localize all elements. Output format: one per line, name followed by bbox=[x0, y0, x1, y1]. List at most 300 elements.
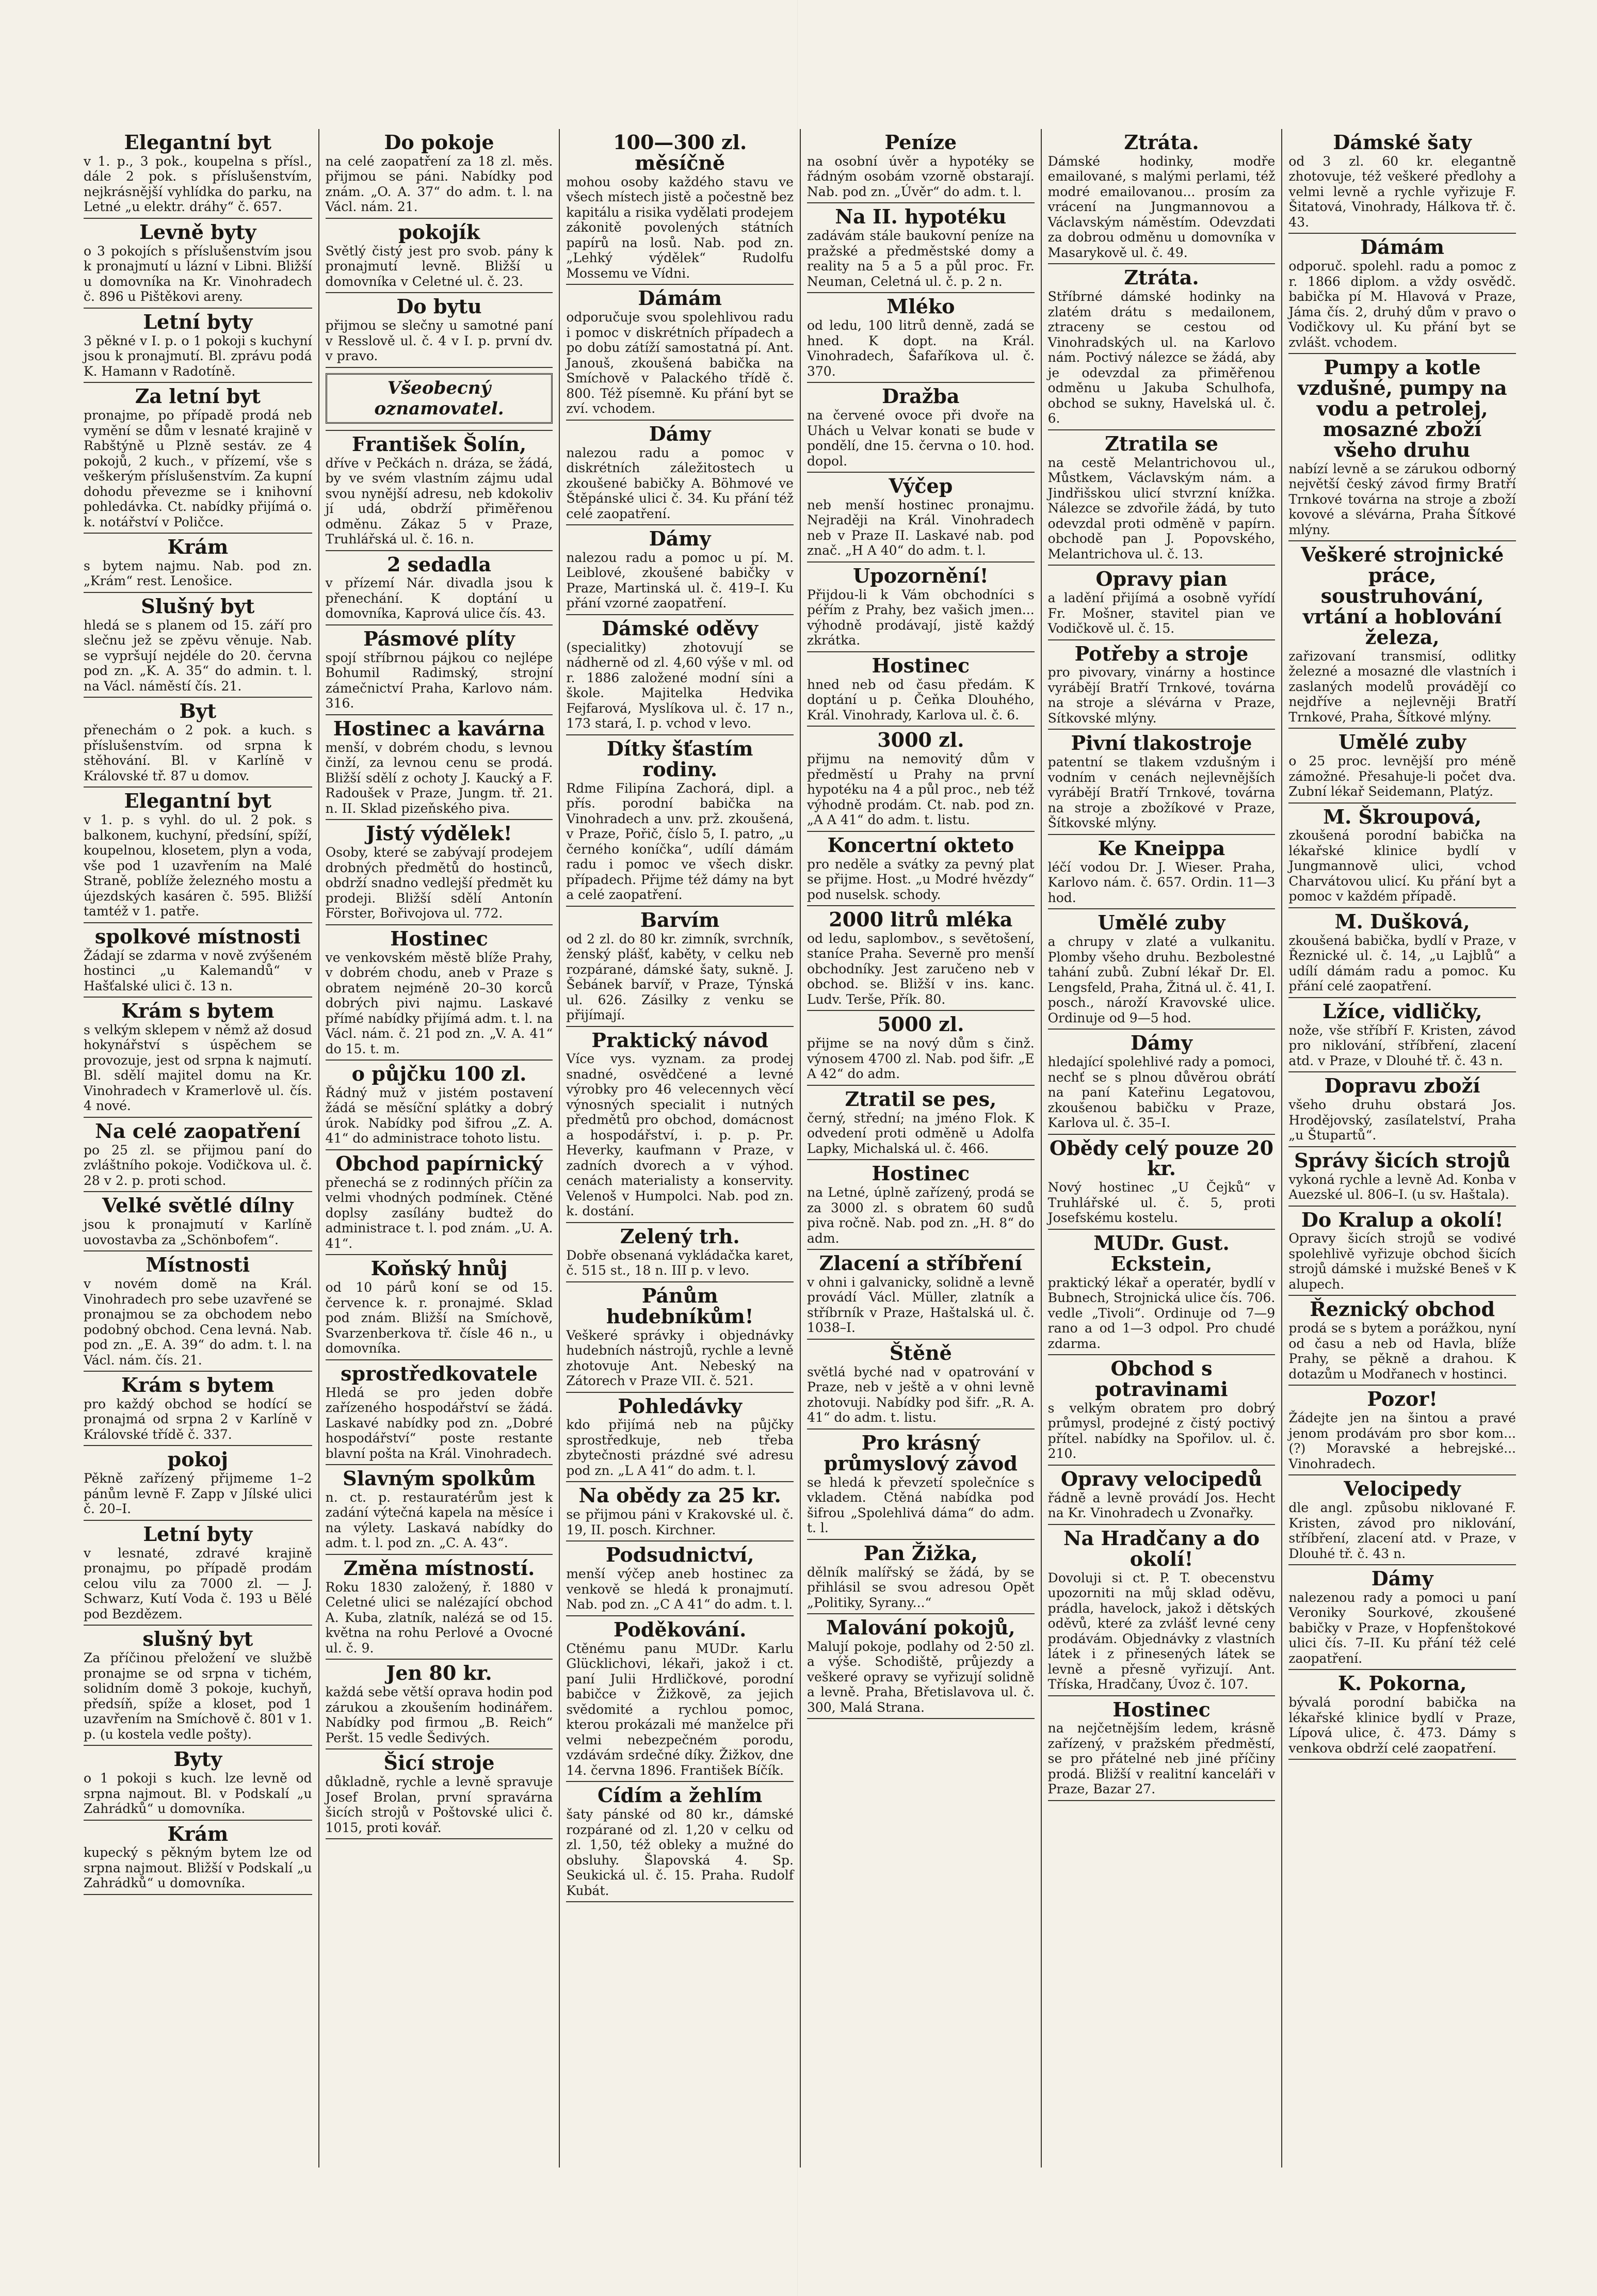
ad-text: Rdme Filipína Zachorá, dipl. a přís. porodní babička na Vinohradech a unv. prž. zkoušená, v Praze, Pořič, číslo 5, I. patro, „u černého koníčka“, udílí dámám radu i pomoc ve všech diskr. případech. Přijme též dámy na byt a celé zaopatření. bbox=[566, 780, 794, 903]
ad-heading: Byty bbox=[173, 1747, 222, 1771]
ad-heading: Na Hradčany a do okolí! bbox=[1063, 1526, 1260, 1570]
ad-heading: Pásmové plíty bbox=[363, 627, 515, 650]
ad-text: na cestě Melantrichovou ul., Můstkem, Václavským nám. a Jindřišskou ulicí stvrzní knížka. Nálezce se zdvořile žádá, by tuto odevzdal proti odměně v papírn. obchodě pan J. Popovského, Melantrichova ul. č. 13. bbox=[1047, 455, 1276, 561]
ad-heading: Upozornění! bbox=[853, 564, 989, 587]
ad-heading: Krám bbox=[167, 1822, 229, 1845]
classified-ad bbox=[1048, 129, 1276, 264]
ad-text: nalezou radu a pomoc u pí. M. Leiblové, zkoušené babičky v Praze, Martinská ul. č. 419–I. Ku přání vzorné zaopatření. bbox=[566, 550, 794, 611]
classified-ad bbox=[807, 1430, 1035, 1540]
ad-heading: Dámám bbox=[638, 286, 722, 310]
classified-ad bbox=[84, 129, 312, 219]
classified-ad bbox=[1288, 1147, 1516, 1207]
ad-heading: Ke Kneippa bbox=[1098, 836, 1225, 860]
ad-text: nože, vše stříbří F. Kristen, závod pro niklování, stříbření, zlacení atd. v Praze, v Dlouhé tř. č. 43 n. bbox=[1288, 1022, 1516, 1068]
ad-heading: Správy šicích strojů bbox=[1294, 1148, 1511, 1172]
ad-text: Veškeré správky i objednávky hudebních nástrojů, rychle a levně zhotovuje Ant. Nebeský na Zátorech v Praze VII. č. 521. bbox=[566, 1327, 794, 1389]
ad-heading: Slušný byt bbox=[141, 594, 255, 618]
classified-ad bbox=[1048, 566, 1276, 640]
classified-ad bbox=[566, 1482, 794, 1542]
ad-heading: M. Škroupová, bbox=[1323, 805, 1482, 828]
classified-ad bbox=[807, 727, 1035, 831]
ad-text: a ladění přijímá a osobně vyřídí Fr. Mošner, stavitel pian ve Vodičkově ul. č. 15. bbox=[1047, 590, 1276, 636]
classified-ad bbox=[1288, 541, 1516, 729]
ad-heading: Krám s bytem bbox=[121, 999, 275, 1023]
classified-column bbox=[559, 129, 800, 2167]
ad-heading: Barvím bbox=[640, 908, 720, 932]
classified-ad bbox=[1048, 1355, 1276, 1466]
ad-heading: Hostinec bbox=[872, 653, 970, 677]
ad-heading: Výčep bbox=[889, 474, 953, 498]
ad-text: kupecký s pěkným bytem lze od srpna najmout. Bližší v Podskalí „u Zahrádků“ u domovníka. bbox=[84, 1845, 312, 1891]
classified-column bbox=[1281, 129, 1522, 2167]
classified-ad bbox=[326, 1660, 553, 1749]
classified-ad bbox=[326, 925, 553, 1061]
classified-ad bbox=[1288, 998, 1516, 1072]
classified-ad bbox=[326, 715, 553, 820]
ad-text: zkoušená porodní babička na lékařské klinice bydlí v Jungmannově ulici, vchod Charvátovou ulicí. Ku přání byt a pomoc v každém případě. bbox=[1288, 828, 1516, 904]
classified-ad bbox=[1288, 1207, 1516, 1296]
classified-ad bbox=[326, 1255, 553, 1360]
ad-heading: Pozor! bbox=[1367, 1387, 1438, 1411]
classified-ad bbox=[84, 1626, 312, 1746]
ad-text: s velkým sklepem v němž až dosud hokynářství s úspěchem se provozuje, jest od srpna k najmutí. Bl. sdělí majitel domu na Kr. Vinohradech v Kramerlově ul. čís. 4 nové. bbox=[84, 1022, 312, 1114]
classified-ad bbox=[1288, 1386, 1516, 1475]
classified-ad bbox=[807, 473, 1035, 563]
ad-text: prodá se s bytem a porážkou, nyní od času a neb od Havla, blíže Prahy, se pěkně a drahou. K dotazům u Modřanech v hostinci. bbox=[1288, 1321, 1516, 1382]
ad-heading: Pro krásný průmyslový závod bbox=[824, 1431, 1018, 1475]
classified-ad bbox=[807, 293, 1035, 383]
ad-text: přenechám o 2 pok. a kuch. s příslušenstvím. od srpna k stěhování. Bl. v Karlíně v Královské tř. 87 u domov. bbox=[84, 722, 312, 783]
ad-text: hledající spolehlivé rady a pomoci, nechť se s plnou důvěrou obrátí na paní Kateřinu Legatovou, zkoušenou babičku v Praze, Karlova ul. č. 35–I. bbox=[1047, 1054, 1276, 1131]
classified-ad bbox=[1288, 1475, 1516, 1565]
classified-ad bbox=[326, 1150, 553, 1255]
ad-text: Dobře obsenaná vykládačka karet, č. 515 st., 18 n. III p. v levo. bbox=[566, 1247, 794, 1278]
ad-heading: Opravy velocipedů bbox=[1060, 1467, 1263, 1490]
ad-text: a chrupy v zlaté a vulkanitu. Plomby všeho druhu. Bezbolestné tahání zubů. Zubní lékař Dr. El. Lengsfeld, Praha, Žitná ul. č. 41, I. posch., nároží Kravovské ulice. Ordinuje od 9—5 hod. bbox=[1047, 934, 1276, 1025]
classified-ad bbox=[1048, 1135, 1276, 1230]
classified-ad bbox=[84, 923, 312, 998]
ad-heading: o půjčku 100 zl. bbox=[351, 1062, 527, 1086]
ad-text: na celé zaopatření za 18 zl. měs. přijmou se páni. Nabídky pod znám. „O. A. 37“ do adm. t. l. na Václ. nám. 21. bbox=[325, 153, 553, 215]
ad-text: nalezou radu a pomoc v diskrétních záležitostech u zkoušené babičky A. Böhmové ve Štěpánské ulici č. 34. Ku přání též celé zaopatření. bbox=[566, 445, 794, 521]
classified-ad bbox=[566, 1282, 794, 1393]
classified-column bbox=[77, 129, 318, 2167]
classified-ad bbox=[84, 534, 312, 593]
classified-ad bbox=[1288, 804, 1516, 908]
ad-heading: Dámy bbox=[649, 422, 711, 445]
ad-heading: K. Pokorna, bbox=[1337, 1672, 1467, 1695]
ad-heading: spolkové místnosti bbox=[94, 924, 301, 948]
ad-text: Pěkně zařízený přijmeme 1–2 pánům levně F. Zapp v Jílské ulici č. 20–I. bbox=[84, 1471, 312, 1517]
classified-ad bbox=[566, 285, 794, 420]
ad-heading: Elegantní byt bbox=[124, 789, 272, 813]
classified-ad bbox=[1048, 1696, 1276, 1801]
ad-text: Více vys. vyznam. za prodej snadné, osvědčené a levné výrobky pro 46 velecennych věcí výnosných specialit i nutných předmětů pro obchod, domácnost a hospodářství, i. p. p. Pr. Heverky, kaufmann v Praze, v zadních dvorech a v výhod. cenách materialisty a konservity. Velenoš v Humpolci. Nab. pod zn. k. dostání. bbox=[566, 1051, 794, 1219]
classified-ad bbox=[1288, 1670, 1516, 1760]
ad-text: zařizovaní transmisí, odlitky železné a mosazné dle vlastních i zaslaných modelů provádějí co nejdříve a nejlevněji Bratří Trnkové, Praha, Šítkové mlýny. bbox=[1288, 648, 1516, 725]
ad-text: s velkým obratem pro dobrý průmysl, prodejné z čistý poctivý přítel. nabídky na Spořilov. ul. č. 210. bbox=[1047, 1400, 1276, 1462]
ad-heading: Lžíce, vidličky, bbox=[1322, 999, 1482, 1023]
classified-ad bbox=[566, 907, 794, 1027]
ad-text: léčí vodou Dr. J. Wieser. Praha, Karlovo nám. č. 657. Ordin. 11—3 hod. bbox=[1047, 859, 1276, 905]
ad-text: Osoby, které se zabývají prodejem drobných předmětů do hostinců, obdrží snadno vedlejší předmět ku prodeji. Bližší sdělí Antonín Förster, Bořivojova ul. 772. bbox=[325, 845, 553, 921]
classified-ad bbox=[1288, 1296, 1516, 1386]
ad-heading: Byt bbox=[179, 699, 217, 723]
ad-heading: Na II. hypotéku bbox=[835, 205, 1007, 229]
ad-heading: Veškeré strojnické práce, soustruhování, vrtání a hoblování železa, bbox=[1301, 543, 1504, 649]
ad-text: praktický lékař a operatér, bydlí v Bubnech, Strojnická ulice čís. 706. vedle „Tivoli“. Ordinuje od 7—9 rano a od 1—3 odpol. Pro chudé zdarma. bbox=[1047, 1275, 1276, 1351]
ad-heading: Ztratila se bbox=[1105, 431, 1218, 455]
ad-text: pro každý obchod se hodící se pronajmá od srpna 2 v Karlíně v Královské třídě č. 337. bbox=[84, 1396, 312, 1442]
ad-text: v ohni i galvanicky, solidně a levně provádí Václ. Müller, zlatník a stříbrník v Praze, Haštalská ul. č. 1038–I. bbox=[806, 1274, 1035, 1336]
ad-text: Dámské hodinky, modře emailované, s malými perlami, též modré emailovanou... prosím za vrácení na Jungmannovou a Václavským náměstím. Odevzdati za dobrou odměnu u domovníka v Masarykově ul. č. 49. bbox=[1047, 153, 1276, 260]
ad-heading: Dámské šaty bbox=[1333, 131, 1472, 154]
classified-ad bbox=[1288, 908, 1516, 998]
ad-text: Žádají se zdarma v nově zvýšeném hostinci „u Kalemandů“ v Hašťalské ulici č. 13 n. bbox=[84, 948, 312, 993]
classified-ad bbox=[84, 219, 312, 309]
classified-ad bbox=[326, 293, 553, 367]
ad-heading: Řeznický obchod bbox=[1310, 1297, 1495, 1321]
ad-text: odporuč. spolehl. radu a pomoc z r. 1866 diplom. a vždy osvědč. babička pí M. Hlavová v Praze, Jáma čís. 2, druhý dům v pravo o Vodičkovy ul. Ku přání byt se zvlášt. vchodem. bbox=[1288, 259, 1516, 350]
ad-text: o 1 pokoji s kuch. lze levně od srpna najmout. Bl. v Podskalí „u Zahrádků“ u domovníka. bbox=[84, 1771, 312, 1817]
classified-ad bbox=[807, 1340, 1035, 1430]
classified-ad bbox=[1288, 354, 1516, 541]
ad-text: Žádejte jen na šintou a pravé jenom prodávám pro sbor kom...(?) Moravské a hebrejské... Vinohradech. bbox=[1288, 1410, 1516, 1471]
ad-text: o 3 pokojích s příslušenstvím jsou k pronajmutí u lázní v Libni. Bližší u domovníka na Kr. Vinohradech č. 896 u Pištěkovi areny. bbox=[84, 243, 312, 304]
classified-ad bbox=[807, 203, 1035, 293]
classified-ad bbox=[326, 368, 553, 431]
ad-text: nalezenou rady a pomoci u paní Veroniky Sourkové, zkoušené babičky v Praze, v Hopfenštokové ulici čís. 7–II. Ku přání též celé zaopatření. bbox=[1288, 1589, 1516, 1666]
ad-text: se přijmou páni v Krakovské ul. č. 19, II. posch. Kirchner. bbox=[566, 1507, 794, 1537]
ad-heading: Pivní tlakostroje bbox=[1071, 731, 1252, 755]
ad-heading: Koncertní okteto bbox=[827, 833, 1014, 857]
classified-ad bbox=[1288, 129, 1516, 234]
classified-ad bbox=[1288, 1072, 1516, 1147]
ad-heading: Malování pokojů, bbox=[826, 1616, 1015, 1640]
ad-heading: Obchod papírnický bbox=[335, 1151, 543, 1175]
classified-ad bbox=[807, 1540, 1035, 1614]
ad-heading: Umělé zuby bbox=[1338, 730, 1466, 754]
classified-ad bbox=[566, 129, 794, 285]
ad-text: Za příčinou přeložení ve službě pronajme se od srpna v tichém, solidním domě 3 pokoje, kuchyň, předsíň, spíže a kloset, pod 1 uzavřením na Smíchově č. 801 v 1. p. (u kostela vedle pošty). bbox=[84, 1650, 312, 1742]
classified-ad bbox=[326, 1061, 553, 1150]
ad-text: hledá se s planem od 15. září pro slečnu jež se zpěvu věnuje. Nab. se vypršují nejdéle do 20. června pod zn. „K. A. 35“ do admin. t. l. na Václ. náměstí čís. 21. bbox=[84, 617, 312, 694]
ad-heading: 2000 litrů mléka bbox=[829, 908, 1013, 932]
ad-heading: 3000 zl. bbox=[877, 728, 964, 752]
classified-ad bbox=[1048, 835, 1276, 909]
ad-text: Ctěnému panu MUDr. Karlu Glücklichovi, lékaři, jakož i ct. paní Julii Hrdličkové, porodní babičce v Žižkově, za jejich svědomité a rychlou pomoc, kterou prokázali mé manželce při velmi nebezpečném porodu, vzdávám srdečné díky. Žižkov, dne 14. června 1896. František Bíčík. bbox=[566, 1641, 794, 1778]
ad-heading: M. Dušková, bbox=[1334, 909, 1470, 933]
ad-heading: Pan Žižka, bbox=[863, 1541, 978, 1565]
classified-ad bbox=[566, 1027, 794, 1223]
ad-heading: Koňský hnůj bbox=[370, 1257, 508, 1280]
classified-ad bbox=[326, 1360, 553, 1465]
ad-text: světlá byché nad v opatrování v Praze, neb v ještě a v ohni levně zhotovuji. Nabídky pod šifr. „R. A. 41“ do adm. t. listu. bbox=[806, 1364, 1035, 1425]
ad-text: v přízemí Nár. divadla jsou k přenechání. K doptání u domovníka, Kaprová ulice čís. 43. bbox=[325, 575, 553, 621]
ad-text: Řádný muž v jistém postavení žádá se měsíční splátky a dobrý úrok. Nabídky pod šifrou „Z. A. 41“ do administrace tohoto listu. bbox=[325, 1085, 553, 1146]
ad-heading: Hostinec bbox=[872, 1162, 970, 1185]
ad-heading: Opravy pian bbox=[1095, 567, 1228, 591]
classified-ad bbox=[84, 1192, 312, 1251]
ad-heading: Praktický návod bbox=[591, 1028, 768, 1052]
ad-heading: 5000 zl. bbox=[877, 1013, 964, 1036]
ad-text: na nejčetnějším ledem, krásně zařízený, v pražském předměstí, se pro přátelné neb jiné příčiny prodá. Bližší v realitní kanceláři v Praze, Bazar 27. bbox=[1047, 1721, 1276, 1797]
ad-heading: Ztráta. bbox=[1124, 131, 1199, 154]
classified-ad bbox=[326, 219, 553, 293]
ad-heading: Pohledávky bbox=[618, 1394, 743, 1418]
ad-heading: 100—300 zl. měsíčně bbox=[613, 131, 747, 174]
ad-text: Hledá se pro jeden dobře zařízeného hospodářství se žádá. Laskavé nabídky pod zn. „Dobré hospodářství“ poste restante blavní pošta na Král. Vinohradech. bbox=[325, 1385, 553, 1461]
ad-heading: 2 sedadla bbox=[386, 552, 492, 576]
ad-text: od ledu, saplombov., s sevětošení, staníce Praha. Severně pro menší obchodníky. Jest zaručeno neb v obchod. se. Bližší v ins. kanc. Ludv. Terše, Přík. 80. bbox=[806, 930, 1035, 1007]
classified-ad bbox=[326, 551, 553, 625]
ad-heading: Změna místností. bbox=[343, 1556, 535, 1580]
ad-heading: Hostinec a kavárna bbox=[333, 716, 545, 740]
ad-text: pro pivovary, vinárny a hostince vyrábějí Bratří Trnkové, továrna na stroje a slévárna v Praze, Sítkovské mlýny. bbox=[1047, 665, 1276, 726]
classified-ad bbox=[84, 593, 312, 698]
ad-heading: Dámám bbox=[1360, 235, 1444, 259]
classified-ad bbox=[807, 383, 1035, 473]
ad-text: Roku 1830 založený, ř. 1880 v Celetné ulici se nalézající obchod A. Kuba, zlatník, nalézá se od 15. května na rohu Perlové a Ovocné ul. č. 9. bbox=[325, 1579, 553, 1656]
classified-ad bbox=[1048, 264, 1276, 430]
ad-heading: Ztratil se pes, bbox=[845, 1087, 997, 1111]
classified-column bbox=[1041, 129, 1282, 2167]
classified-ad bbox=[1288, 234, 1516, 354]
classified-ad bbox=[1048, 730, 1276, 834]
ad-text: dříve v Pečkách n. dráza, se žádá, by ve svém vlastním zájmu udal svou nynější adresu, neb kdokoliv jí udá, obdrží přiměřenou odměnu. Zákaz 5 v Praze, Truhlářská ul. č. 16. n. bbox=[325, 455, 553, 547]
ad-heading: Podsudnictví, bbox=[605, 1543, 754, 1567]
classified-ad bbox=[807, 1160, 1035, 1250]
classified-ad bbox=[326, 1749, 553, 1839]
ad-text: Světlý čistý jest pro svob. pány k pronajmutí levně. Bližší u domovníka v Celetné ul. č. 23. bbox=[325, 243, 553, 289]
ad-heading: František Šolín, bbox=[351, 432, 527, 456]
ad-text: řádně a levně provádí Jos. Hecht na Kr. Vinohradech u Zvonařky. bbox=[1047, 1490, 1276, 1521]
classified-ad bbox=[566, 735, 794, 907]
ad-text: s bytem najmu. Nab. pod zn. „Krám“ rest. Lenošice. bbox=[84, 558, 312, 589]
ad-heading: Levně byty bbox=[139, 220, 256, 244]
ad-heading: Hostinec bbox=[390, 926, 488, 950]
ad-heading: Místnosti bbox=[146, 1253, 250, 1277]
classified-ad bbox=[1048, 1525, 1276, 1696]
classified-ad bbox=[1048, 909, 1276, 1030]
ad-heading: Cídím a žehlím bbox=[597, 1784, 763, 1807]
ad-text: neb menší hostinec pronajmu. Nejraději na Král. Vinohradech neb v Praze II. Laskavé nab. pod znač. „H A 40“ do adm. t. l. bbox=[806, 497, 1035, 558]
ad-heading: Velké světlé dílny bbox=[102, 1194, 294, 1217]
classified-ad bbox=[1288, 1565, 1516, 1670]
ad-text: menší výčep aneb hostinec za venkově se hledá k pronajmutí. Nab. pod zn. „C A 41“ do adm. t. l. bbox=[566, 1566, 794, 1612]
classified-ad bbox=[807, 652, 1035, 727]
ad-heading: Všeobecný oznamovatel. bbox=[326, 373, 553, 424]
classified-ad bbox=[566, 615, 794, 735]
ad-text: od 2 zl. do 80 kr. zimník, svrchník, ženský plášť, kaběty, v celku neb rozpárané, dámské šaty, sukně. J. Šebánek barvíř, v Praze, Týnská ul. 626. Zásilky z venku se přijímají. bbox=[566, 931, 794, 1023]
ad-text: patentní se tlakem vzdušným i vodním v cenách nejlevnějších vyrábějí Bratří Trnkové, továrna na stroje a zbožíkové v Praze, Šítkovské mlýny. bbox=[1047, 754, 1276, 831]
classified-ad bbox=[326, 431, 553, 551]
classified-ad bbox=[326, 820, 553, 925]
ad-heading: pokojík bbox=[398, 220, 480, 244]
ad-heading: Dítky šťastím rodiny. bbox=[606, 736, 753, 781]
ad-text: přijmu na nemovitý dům v předměstí u Prahy na první hypotéku na 4 a půl proc., neb též výhodně prodám. Ct. nab. pod zn. „A A 41“ do adm. t. listu. bbox=[806, 751, 1035, 828]
ad-text: kdo přijímá neb na půjčky sprostředkuje, neb třeba zbytečnosti prázdné své adresu pod zn. „L A 41“ do adm. t. l. bbox=[566, 1417, 794, 1478]
ad-heading: Pánům hudebníkům! bbox=[606, 1283, 754, 1328]
ad-heading: Poděkování. bbox=[613, 1617, 747, 1641]
ad-text: nabízí levně a se zárukou odborný největší český závod firmy Bratří Trnkové továrna na stroje a zboží kovové a slévárna, Praha Šítkové mlýny. bbox=[1288, 461, 1516, 537]
ad-heading: Jistý výdělek! bbox=[366, 822, 512, 845]
classified-ad bbox=[326, 129, 553, 219]
ad-text: o 25 proc. levnější pro méně zámožné. Přesahuje-li počet dva. Zubní lékař Seidemann, Platýz. bbox=[1288, 753, 1516, 799]
classified-ad bbox=[807, 1250, 1035, 1340]
ad-text: od 3 zl. 60 kr. elegantně zhotovuje, též veškeré předlohy a velmi levně a rychle vyřizuje F. Šitatová, Vinohrady, Hálkova tř. č. 43. bbox=[1288, 153, 1516, 230]
ad-text: na osobní úvěr a hypotéky se řádným osobám vzorně obstarají. Nab. pod zn. „Úvěr“ do adm. t. l. bbox=[806, 153, 1035, 199]
classified-ad bbox=[566, 1542, 794, 1616]
ad-text: v 1. p. s vyhl. do ul. 2 pok. s balkonem, kuchyní, předsíní, spíží, koupelnou, klosetem, plyn a voda, vše pod 1 uzavřením na Malé Straně, poblíže železného mostu a újezdských kasáren č. 595. Bližší tamtéž v 1. patře. bbox=[84, 812, 312, 919]
ad-text: n. ct. p. restauratérům jest k zadání výtečná kapela na měsíce i na výlety. Laskavá nabídky do adm. t. l. pod zn. „C. A. 43“. bbox=[325, 1489, 553, 1551]
ad-text: zadávám stále baukovní peníze na pražské a předměstské domy a reality na 5 a 5 a půl proc. Fr. Neuman, Celetná ul. č. p. 2 n. bbox=[806, 228, 1035, 289]
ad-heading: Do Kralup a okolí! bbox=[1301, 1208, 1504, 1231]
ad-heading: Do pokoje bbox=[384, 131, 494, 154]
ad-text: (specialitky) zhotovují se nádherně od zl. 4,60 výše v ml. od r. 1886 založené modní síni a škole. Majitelka Hedvika Fejfarová, Myslíkova ul. č. 17 n., 173 stará, I. p. vchod v levo. bbox=[566, 639, 794, 731]
ad-text: od ledu, 100 litrů denně, zadá se hned. K dopt. na Král. Vinohradech, Šafaříkova ul. č. 370. bbox=[806, 318, 1035, 379]
ad-text: vykoná rychle a levně Ad. Konba v Auezské ul. 806–I. (u sv. Haštala). bbox=[1288, 1171, 1516, 1202]
ad-heading: Pumpy a kotle vzdušné, pumpy na vodu a petrolej, mosazné zboží všeho druhu bbox=[1297, 356, 1507, 461]
classified-ad bbox=[84, 383, 312, 534]
ad-text: bývalá porodní babička na lékařské klinice bydlí v Praze, Lípová ulice, č. 473. Dámy s venkova obdrží celé zaopatření. bbox=[1288, 1695, 1516, 1756]
classified-ad bbox=[566, 421, 794, 525]
ad-text: všeho druhu obstará Jos. Hrodějovský, zasílatelství, Praha „u Štupartů“. bbox=[1288, 1097, 1516, 1143]
ad-heading: Umělé zuby bbox=[1098, 911, 1225, 935]
ad-text: přijmou se slečny u samotné paní v Resslově ul. č. 4 v I. p. první dv. v pravo. bbox=[325, 318, 553, 364]
classified-ad bbox=[807, 1086, 1035, 1160]
classified-ad bbox=[84, 1118, 312, 1192]
ad-text: hned neb od času předám. K doptání u p. Čeňka Dlouhého, Král. Vinohrady, Karlova ul. č. 6. bbox=[806, 677, 1035, 722]
ad-heading: Letní byty bbox=[143, 310, 253, 333]
ad-heading: Zlacení a stříbření bbox=[819, 1251, 1023, 1275]
ad-heading: Dámy bbox=[1371, 1567, 1433, 1591]
classified-ad bbox=[84, 1521, 312, 1626]
classified-ad bbox=[807, 1614, 1035, 1719]
ad-text: dle angl. způsobu niklované F. Kristen, závod pro niklování, stříbření, zlacení atd. v Praze, v Dlouhé tř. č. 43 n. bbox=[1288, 1500, 1516, 1561]
ad-heading: Jen 80 kr. bbox=[386, 1661, 492, 1685]
classified-ad bbox=[84, 1372, 312, 1446]
ad-heading: Za letní byt bbox=[135, 384, 261, 408]
ad-text: Přijdou-li k Vám obchodníci s péřím z Prahy, bez vašich jmen... výhodně prodávají, jistě každý zkrátka. bbox=[806, 587, 1035, 648]
classified-ad bbox=[1048, 1030, 1276, 1134]
ad-text: důkladně, rychle a levně spravuje Josef Brolan, první spravárna šicích strojů v Poštovské ulici č. 1015, proti kovář. bbox=[325, 1774, 553, 1835]
ad-text: od 10 párů koní se od 15. července k. r. pronajmé. Sklad pod znám. Bližší na Smíchově, Svarzenberkova tř. čísle 46 n., u domovníka. bbox=[325, 1280, 553, 1356]
classified-ad bbox=[566, 1223, 794, 1282]
classified-column bbox=[800, 129, 1041, 2167]
classified-ad bbox=[326, 1465, 553, 1555]
ad-text: jsou k pronajmutí v Karlíně uovostavba za „Schönbofem“. bbox=[84, 1217, 312, 1247]
classified-ad bbox=[807, 563, 1035, 652]
classified-ad bbox=[807, 906, 1035, 1011]
ad-heading: Na celé zaopatření bbox=[95, 1119, 301, 1143]
ad-text: Opravy šicích strojů se vodivé spolehlivě vyřizuje obchod šicích strojů dámské i mužské Beneš v K alupech. bbox=[1288, 1231, 1516, 1292]
classified-ad bbox=[566, 525, 794, 615]
classified-ad bbox=[1048, 1230, 1276, 1355]
ad-text: ve venkovském městě blíže Prahy, v dobrém chodu, aneb v Praze s obratem nejméně 20–30 korců dobrých pivi najmu. Laskavé přímé nabídky přijímá adm. t. l. na Václ. nám. č. 21 pod zn. „V. A. 41“ do 15. t. m. bbox=[325, 950, 553, 1056]
ad-heading: Velocipedy bbox=[1344, 1477, 1461, 1501]
ad-heading: Obědy celý pouze 20 kr. bbox=[1049, 1136, 1274, 1180]
ad-text: dělník malířský se žádá, by se přihlásil se svou adresou Opět „Politiky, Syrany...“ bbox=[806, 1564, 1035, 1610]
ad-text: šaty pánské od 80 kr., dámské rozpárané od zl. 1,20 v celku od zl. 1,50, též obleky a mužné do obsluhy. Šlapovská 4. Sp. Seukická ul. č. 15. Praha. Rudolf Kubát. bbox=[566, 1807, 794, 1898]
ad-heading: Do bytu bbox=[396, 295, 482, 318]
ad-heading: Zelený trh. bbox=[620, 1224, 740, 1248]
classified-ad bbox=[807, 832, 1035, 906]
ad-text: odporučuje svou spolehlivou radu i pomoc v diskrétních případech a po dobu zátíží samostatná pí. Ant. Janouš, zkoušená babička na Smíchově v Palackého třídě č. 800. Též písemně. Ku přání byt se zví. vchodem. bbox=[566, 310, 794, 416]
ad-heading: Hostinec bbox=[1112, 1697, 1211, 1721]
ad-text: na Letné, úplně zařízený, prodá se za 3000 zl. s obratem 60 sudů piva ročně. Nab. pod zn. „H. 8“ do adm. bbox=[806, 1185, 1035, 1246]
classified-ad bbox=[566, 1782, 794, 1902]
ad-heading: Krám bbox=[167, 535, 229, 559]
classified-ad bbox=[566, 1616, 794, 1782]
classified-ad bbox=[807, 1011, 1035, 1085]
ad-text: spojí stříbrnou pájkou co nejlépe Bohumil Radimský, strojní zámečnictví Praha, Karlovo nám. 316. bbox=[325, 650, 553, 711]
ad-text: menší, v dobrém chodu, s levnou činží, za levnou cenu se prodá. Bližší sdělí z ochoty J. Kaucký a F. Radoušek v Praze, Jungm. tř. 21. n. II. Sklad pizeňského piva. bbox=[325, 740, 553, 816]
ad-text: zkoušená babička, bydlí v Praze, v Řeznické ul. č. 14, „u Lajblů“ a udílí dámám radu a pomoc. Ku přání celé zaopatření. bbox=[1288, 933, 1516, 994]
ad-text: pronajme, po případě prodá neb vymění se dům v lesnaté krajině v Rabštýně u Plzně sestáv. ze 4 pokojů, 2 kuch., v přízemí, vše s veškerým příslušenstvím. Za kupní dohodu převezme se i knihovní pohledávka. Ct. nabídky přijímá o. k. notářství v Poličce. bbox=[84, 408, 312, 529]
ad-text: každá sebe větší oprava hodin pod zárukou a zkoušením hodinářem. Nabídky pod firmou „B. Reich“ Peršt. 15 vedle Šedivých. bbox=[325, 1684, 553, 1745]
classified-ad bbox=[84, 998, 312, 1118]
classified-ad bbox=[84, 698, 312, 788]
classified-ad bbox=[1048, 1466, 1276, 1525]
classified-ad bbox=[84, 1251, 312, 1372]
ad-heading: Na obědy za 25 kr. bbox=[578, 1484, 781, 1507]
ad-heading: sprostředkovatele bbox=[341, 1361, 538, 1385]
classified-ad bbox=[1288, 729, 1516, 803]
ad-heading: Peníze bbox=[884, 131, 957, 154]
ad-heading: Krám s bytem bbox=[121, 1373, 275, 1397]
ad-heading: pokoj bbox=[167, 1448, 228, 1471]
ad-heading: Dámské oděvy bbox=[602, 616, 759, 640]
ad-text: po 25 zl. se přijmou paní do zvláštního pokoje. Vodičkova ul. č. 28 v 2. p. proti schod. bbox=[84, 1142, 312, 1188]
ad-text: se hledá k převzetí společníce s vkladem. Ctěná nabídka pod šifrou „Spolehlivá dáma“ do adm. t. l. bbox=[806, 1474, 1035, 1536]
ad-text: Nový hostinec „U Čejků“ v Truhlářské ul. č. 5, proti Josefskému kostelu. bbox=[1047, 1180, 1276, 1226]
ad-text: v lesnaté, zdravé krajině pronajmu, po případě prodám celou vilu za 7000 zl. — J. Schwarz, Kutí Voda č. 193 u Bělé pod Bezdězem. bbox=[84, 1545, 312, 1621]
ad-heading: Slavným spolkům bbox=[343, 1467, 536, 1490]
classified-ad bbox=[1048, 640, 1276, 730]
ad-text: na červené ovoce při dvoře na Uhách u Velvar konati se bude v pondělí, dne 15. června o 10. hod. dopol. bbox=[806, 408, 1035, 469]
classified-ad bbox=[807, 129, 1035, 203]
ad-heading: Ztráta. bbox=[1124, 266, 1199, 290]
ad-text: přenechá se z rodinných příčin za velmi vhodných podmínek. Ctěné doplsy zasílány budtež do administrace t. l. pod znám. „U. A. 41“. bbox=[325, 1175, 553, 1251]
ad-heading: Dámy bbox=[1131, 1031, 1192, 1055]
ad-heading: Dražba bbox=[882, 384, 960, 408]
ad-heading: Letní byty bbox=[143, 1522, 253, 1546]
ad-text: v 1. p., 3 pok., koupelna s přísl., dále 2 pok. s příslušenstvím, nejkrásnější vyhlídka do parku, na Letné „u elektr. dráhy“ č. 657. bbox=[84, 153, 312, 215]
ad-text: Stříbrné dámské hodinky na zlatém drátu s medailonem, ztraceny se cestou od Vinohradských ul. na Karlovo nám. Poctivý nálezce se žádá, aby je odevzdal za přiměřenou odměnu u Jakuba Schulhofa, obchod se sukny, Havelská ul. č. 6. bbox=[1047, 289, 1276, 426]
ad-text: mohou osoby každého stavu ve všech místech jistě a počestně bez kapitálu a risika vydělati prodejem zákonitě povolených státních papírů na losů. Nab. pod zn. „Lehký výdělek“ Rudolfu Mossemu ve Vídni. bbox=[566, 174, 794, 281]
ad-heading: Potřeby a stroje bbox=[1074, 641, 1249, 665]
classified-ad bbox=[84, 1821, 312, 1895]
ad-heading: Dopravu zboží bbox=[1324, 1074, 1480, 1098]
classified-ad bbox=[1048, 430, 1276, 566]
ad-text: přijme se na nový dům s činž. výnosem 4700 zl. Nab. pod šifr. „E A 42“ do adm. bbox=[806, 1036, 1035, 1082]
ad-text: černý, střední; na jméno Flok. K odvedení proti odměně u Adolfa Lapky, Michalská ul. č. 466. bbox=[806, 1110, 1035, 1156]
ad-text: Malují pokoje, podlahy od 2·50 zl. a výše. Schodiště, průjezdy a veškeré opravy se vyřizují solidně a levně. Praha, Břetislavova ul. č. 300, Malá Strana. bbox=[806, 1639, 1035, 1715]
ad-text: Dovoluji si ct. P. T. obecenstvu upozorniti na můj sklad oděvu, prádla, havelock, jakož i dětských oděvů, které za zvlášť levné ceny prodávám. Objednávky z vlastních látek i z přinesených látek se levně a přesně vyřizují. Ant. Tříska, Hradčany, Úvoz č. 107. bbox=[1047, 1570, 1276, 1692]
ad-text: v novém domě na Král. Vinohradech pro sebe uzavřené se pronajmou se za obchodem nebo podobný obchod. Cena levná. Nab. pod zn. „E. A. 39“ do adm. t. l. na Václ. nám. čís. 21. bbox=[84, 1276, 312, 1368]
ad-heading: Elegantní byt bbox=[124, 131, 272, 154]
classified-ad bbox=[84, 1746, 312, 1820]
classified-ad bbox=[326, 1555, 553, 1660]
newspaper-page bbox=[77, 129, 1522, 2167]
classified-ad bbox=[326, 625, 553, 715]
classified-column bbox=[318, 129, 559, 2167]
classified-ad bbox=[566, 1393, 794, 1483]
classified-ad bbox=[84, 1446, 312, 1520]
ad-heading: MUDr. Gust. Eckstein, bbox=[1093, 1231, 1230, 1275]
ad-heading: Mléko bbox=[886, 295, 955, 318]
